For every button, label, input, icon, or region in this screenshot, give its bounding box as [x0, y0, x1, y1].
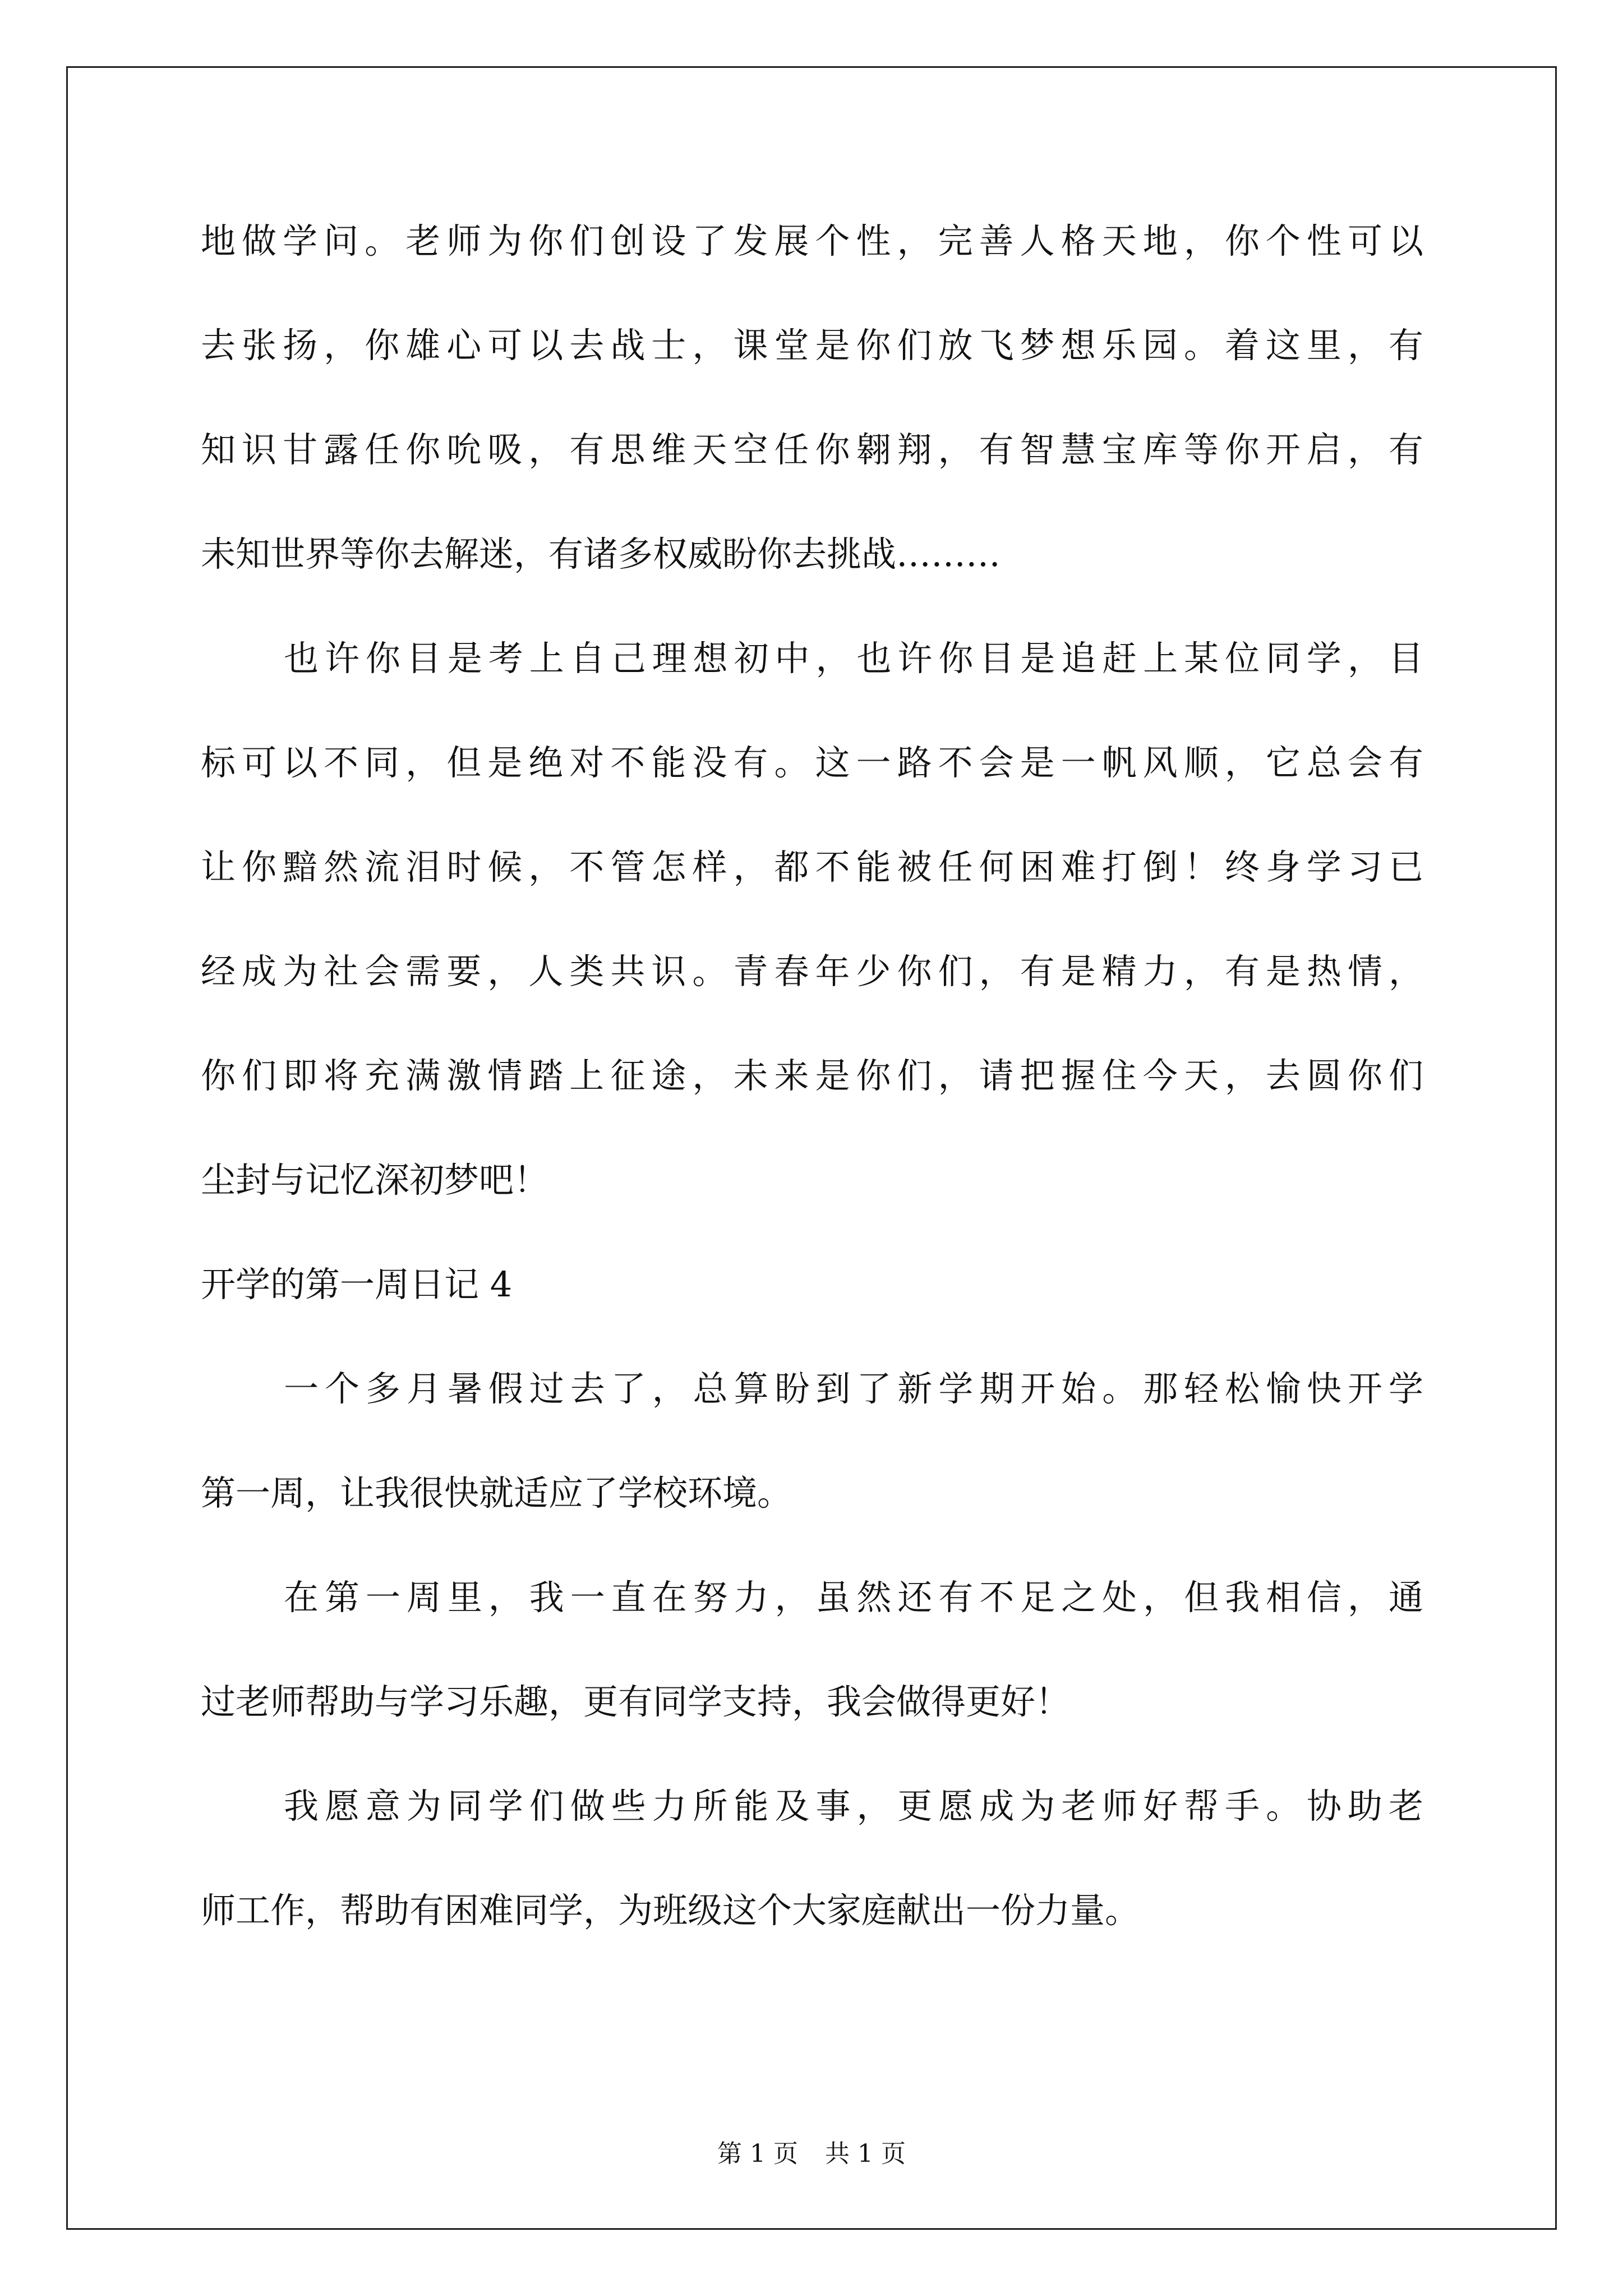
- paragraph-line: 尘封与记忆深初梦吧！: [201, 1159, 549, 1200]
- paragraph-line: 去张扬，你雄心可以去战士，课堂是你们放飞梦想乐园。着这里，有: [201, 325, 1423, 366]
- paragraph-line: 地做学问。老师为你们创设了发展个性，完善人格天地，你个性可以: [201, 220, 1423, 261]
- paragraph-line: 未知世界等你去解迷，有诸多权威盼你去挑战………: [201, 533, 1001, 574]
- paragraph-line: 标可以不同，但是绝对不能没有。这一路不会是一帆风顺，它总会有: [201, 742, 1423, 783]
- paragraph-line: 知识甘露任你吮吸，有思维天空任你翱翔，有智慧宝库等你开启，有: [201, 429, 1423, 470]
- paragraph-line: 师工作，帮助有困难同学，为班级这个大家庭献出一份力量。: [201, 1890, 1140, 1931]
- page-total: 共 1 页: [825, 2139, 906, 2168]
- paragraph-line: 也许你目是考上自己理想初中，也许你目是追赶上某位同学，目: [284, 638, 1423, 679]
- paragraph-line: 一个多月暑假过去了，总算盼到了新学期开始。那轻松愉快开学: [284, 1368, 1423, 1409]
- page-number: 第 1 页: [717, 2139, 798, 2168]
- paragraph-line: 第一周，让我很快就适应了学校环境。: [201, 1473, 792, 1513]
- paragraph-line: 过老师帮助与学习乐趣，更有同学支持，我会做得更好！: [201, 1681, 1071, 1722]
- paragraph-line: 我愿意为同学们做些力所能及事，更愿成为老师好帮手。协助老: [284, 1786, 1423, 1826]
- paragraph-line: 你们即将充满激情踏上征途，未来是你们，请把握住今天，去圆你们: [201, 1055, 1423, 1096]
- section-heading: 开学的第一周日记 4: [201, 1264, 513, 1305]
- paragraph-line: 在第一周里，我一直在努力，虽然还有不足之处，但我相信，通: [284, 1577, 1423, 1618]
- document-body: [201, 213, 1423, 1987]
- page-footer: [0, 2137, 1623, 2171]
- paragraph-line: 让你黯然流泪时候，不管怎样，都不能被任何困难打倒！终身学习已: [201, 846, 1423, 887]
- paragraph-line: 经成为社会需要，人类共识。青春年少你们，有是精力，有是热情，: [201, 951, 1423, 992]
